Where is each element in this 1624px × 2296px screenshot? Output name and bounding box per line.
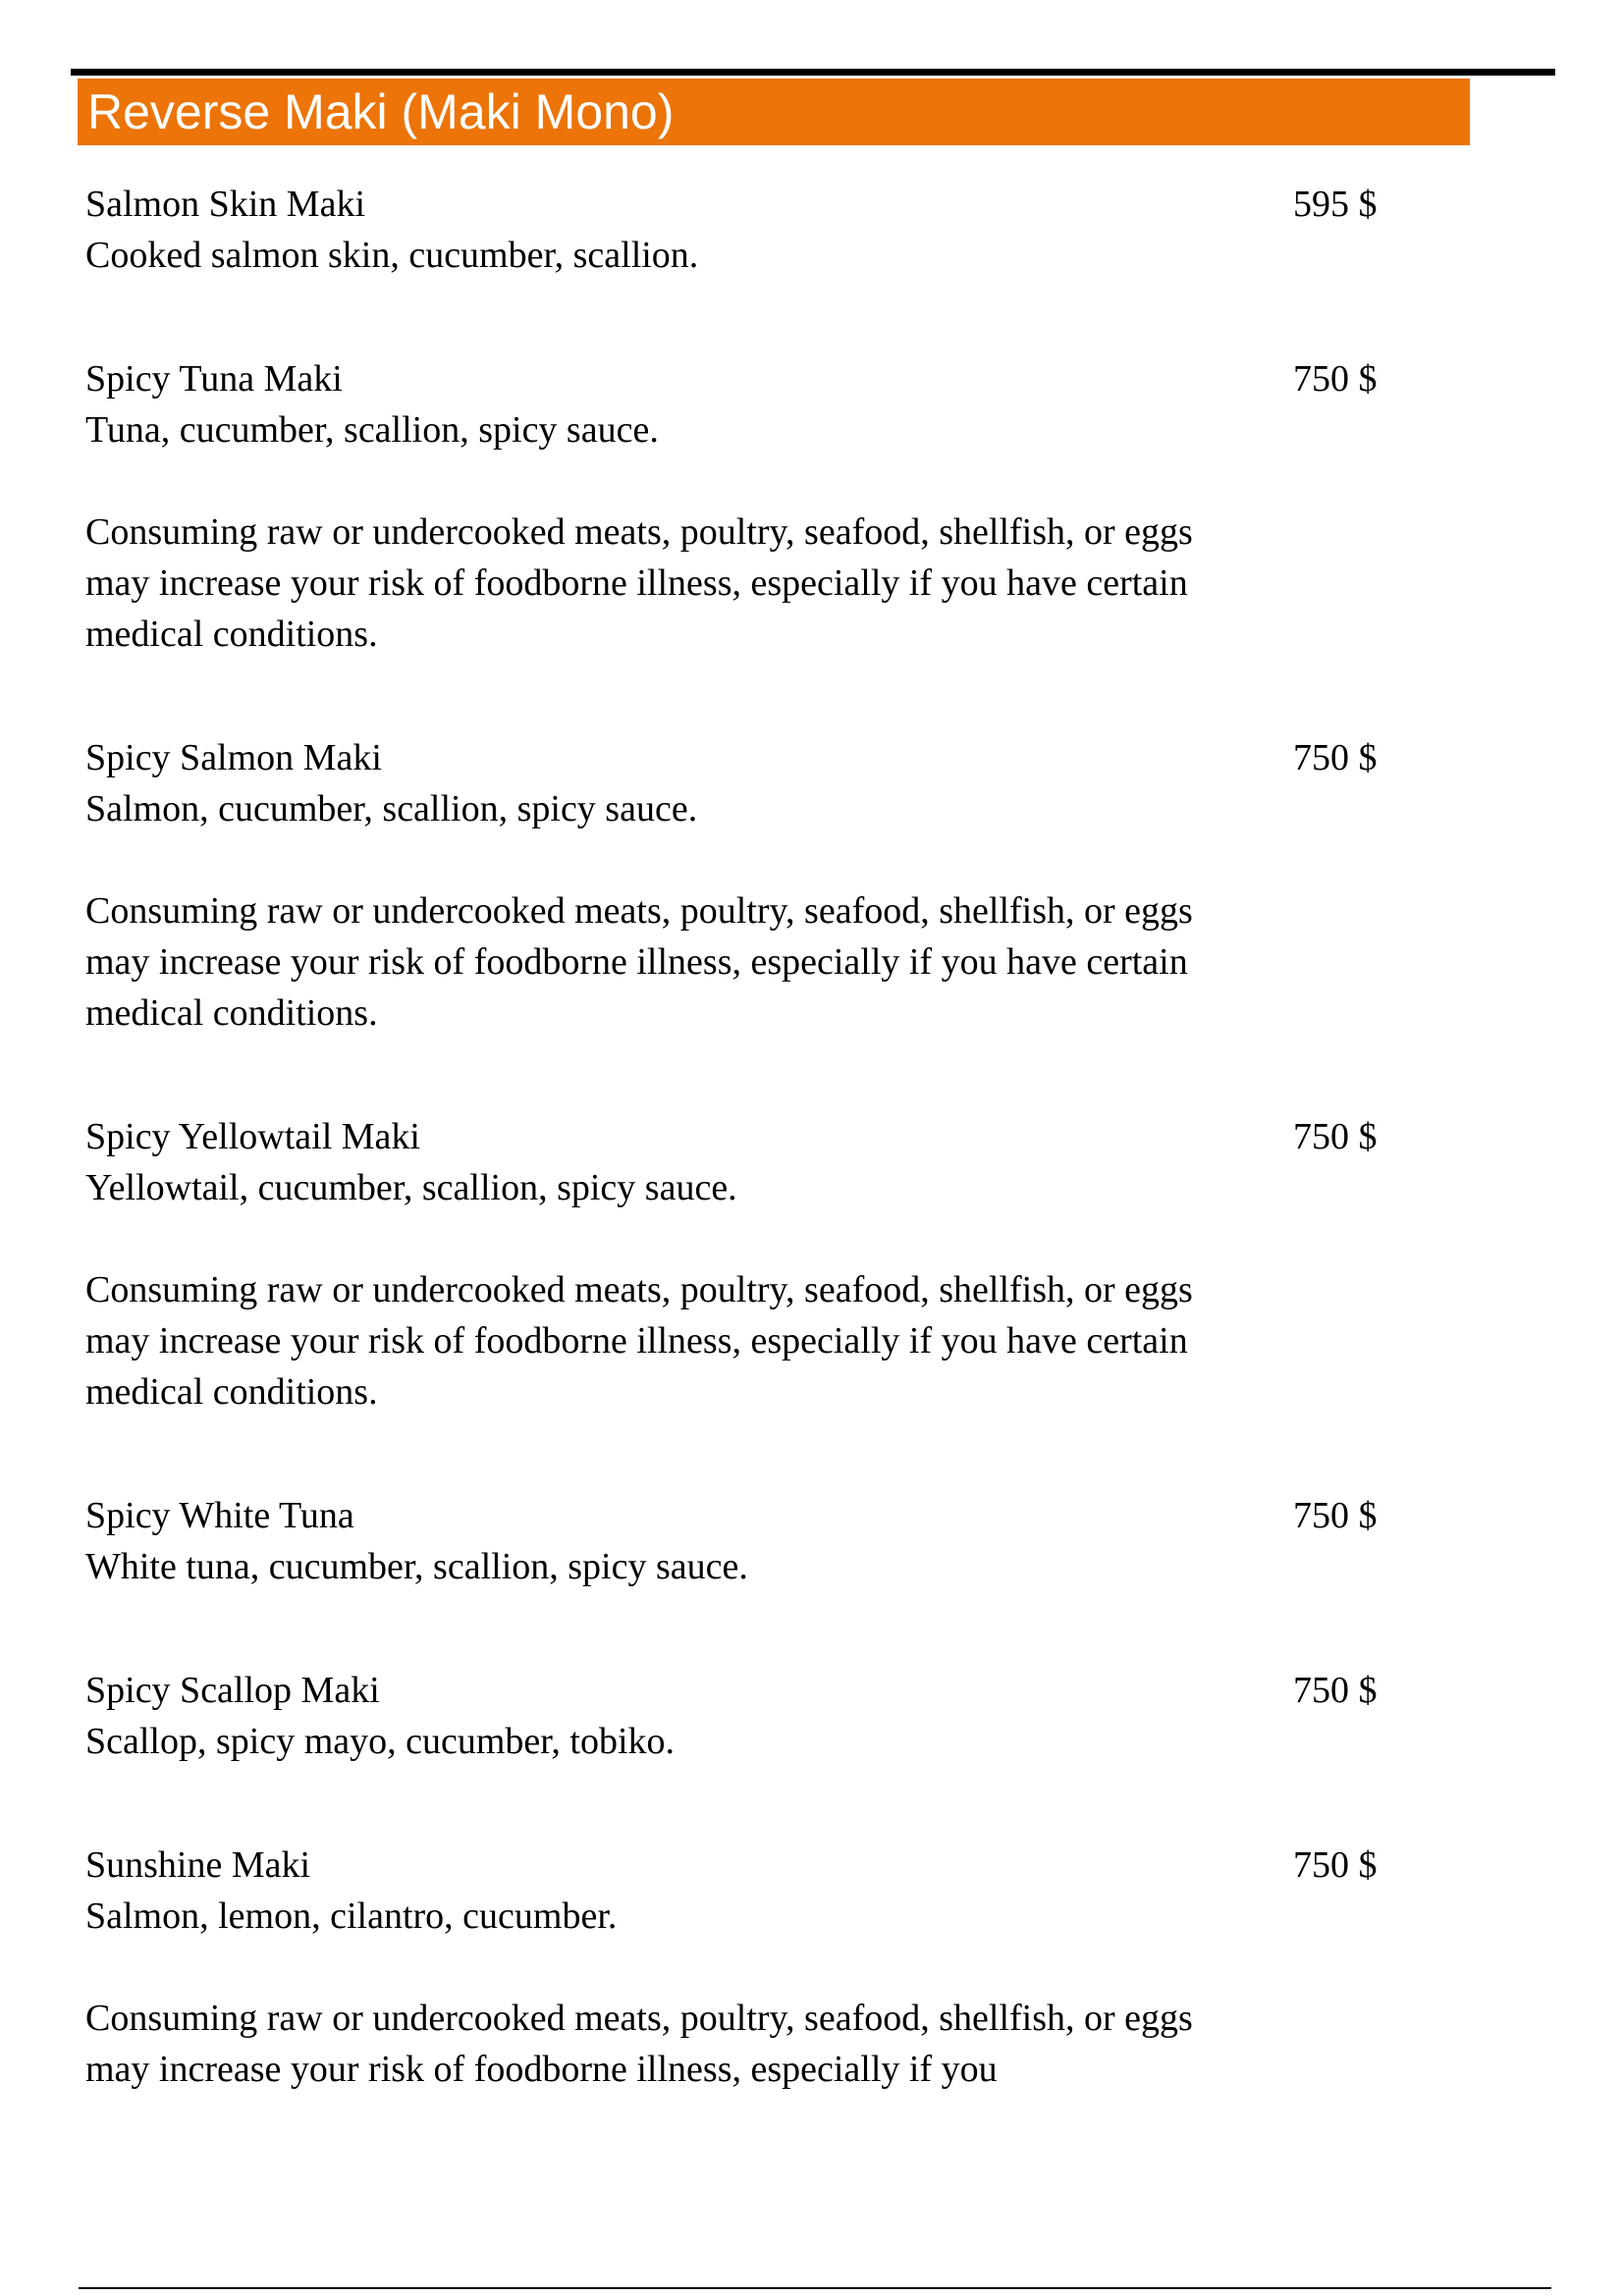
menu-item <box>85 1665 1401 1767</box>
item-description: Scallop, spicy mayo, cucumber, tobiko. <box>85 1721 676 1762</box>
item-name: Sunshine Maki <box>85 1844 311 1886</box>
item-price: 595 $ <box>1293 184 1378 225</box>
item-price: 750 $ <box>1293 1844 1378 1886</box>
item-health-note: Consuming raw or undercooked meats, poultry, seafood, shellfish, or eggs may increase your risk of foodborne illness, especially if you have certain medical conditions. <box>85 890 1193 1034</box>
menu-item <box>85 353 1401 660</box>
menu-item <box>85 1840 1401 2095</box>
item-health-note: Consuming raw or undercooked meats, poultry, seafood, shellfish, or eggs may increase your risk of foodborne illness, especially if you have certain medical conditions. <box>85 1269 1193 1413</box>
menu-item <box>85 732 1401 1039</box>
section-header <box>78 79 1470 145</box>
item-name: Salmon Skin Maki <box>85 184 366 225</box>
menu-list <box>85 179 1401 2167</box>
item-name: Spicy Tuna Maki <box>85 358 343 400</box>
item-description: Salmon, cucumber, scallion, spicy sauce. <box>85 788 698 829</box>
item-name: Spicy Yellowtail Maki <box>85 1116 420 1157</box>
item-name: Spicy Scallop Maki <box>85 1670 380 1711</box>
item-description: Yellowtail, cucumber, scallion, spicy sauce. <box>85 1167 737 1208</box>
menu-item <box>85 1111 1401 1417</box>
menu-item <box>85 179 1401 281</box>
section-title: Reverse Maki (Maki Mono) <box>87 84 675 139</box>
item-price: 750 $ <box>1293 1116 1378 1157</box>
item-health-note: Consuming raw or undercooked meats, poultry, seafood, shellfish, or eggs may increase your risk of foodborne illness, especially if you have certain medical conditions. <box>85 511 1193 655</box>
item-name: Spicy White Tuna <box>85 1495 354 1536</box>
item-name: Spicy Salmon Maki <box>85 737 382 778</box>
item-health-note: Consuming raw or undercooked meats, poultry, seafood, shellfish, or eggs may increase your risk of foodborne illness, especially if you <box>85 1998 1193 2090</box>
item-price: 750 $ <box>1293 1670 1378 1711</box>
top-rule <box>71 69 1555 76</box>
item-price: 750 $ <box>1293 1495 1378 1536</box>
menu-item <box>85 1490 1401 1592</box>
item-description: Cooked salmon skin, cucumber, scallion. <box>85 235 699 276</box>
item-description: Salmon, lemon, cilantro, cucumber. <box>85 1896 618 1937</box>
item-price: 750 $ <box>1293 358 1378 400</box>
item-price: 750 $ <box>1293 737 1378 778</box>
bottom-rule <box>79 2287 1551 2289</box>
item-description: White tuna, cucumber, scallion, spicy sauce. <box>85 1546 748 1587</box>
item-description: Tuna, cucumber, scallion, spicy sauce. <box>85 409 659 451</box>
